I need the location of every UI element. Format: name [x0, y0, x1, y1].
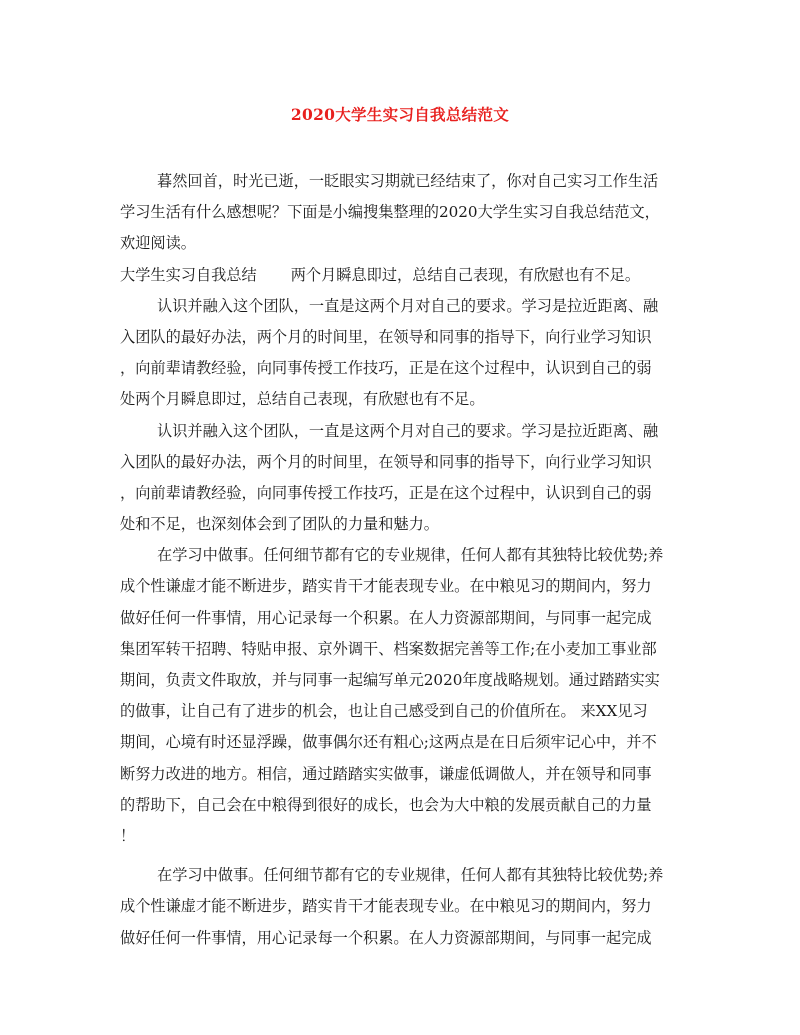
- section-heading-line: [120, 260, 690, 291]
- text-line: 期间，负责文件取放，并与同事一起编写单元2020年度战略规划。通过踏踏实实: [120, 671, 660, 689]
- text-line: 做好任何一件事情，用心记录每一个积累。在人力资源部期间，与同事一起完成: [120, 928, 652, 947]
- text-line: 期间，心境有时还显浮躁，做事偶尔还有粗心;这两点是在日后须牢记心中，并不: [120, 733, 657, 752]
- text-line: 入团队的最好办法，两个月的时间里，在领导和同事的指导下，向行业学习知识: [120, 327, 652, 346]
- text-line: 集团军转干招聘、特贴申报、京外调干、档案数据完善等工作;在小麦加工事业部: [120, 639, 657, 658]
- text-line: 欢迎阅读。: [120, 234, 196, 253]
- text-line: 的做事，让自己有了进步的机会，也让自己感受到自己的价值所在。 来XX见习: [120, 702, 648, 721]
- text-line: 认识并融入这个团队，一直是这两个月对自己的要求。学习是拉近距离、融: [157, 296, 659, 315]
- heading-summary-text: 两个月瞬息即过，总结自己表现，有欣慰也有不足。: [290, 265, 640, 284]
- text-line: 做好任何一件事情，用心记录每一个积累。在人力资源部期间，与同事一起完成: [120, 608, 652, 627]
- text-line: 入团队的最好办法，两个月的时间里，在领导和同事的指导下，向行业学习知识: [120, 452, 652, 471]
- text-line: 处和不足，也深刻体会到了团队的力量和魅力。: [120, 515, 439, 534]
- text-line: 在学习中做事。任何细节都有它的专业规律，任何人都有其独特比较优势;养: [157, 866, 664, 885]
- text-line: ，向前辈请教经验，向同事传授工作技巧，正是在这个过程中，认识到自己的弱: [120, 483, 652, 502]
- text-line: 成个性谦虚才能不断进步，踏实肯干才能表现专业。在中粮见习的期间内，努力: [120, 897, 652, 916]
- text-line: 断努力改进的地方。相信，通过踏踏实实做事，谦虚低调做人，并在领导和同事: [120, 764, 652, 783]
- document-title: 2020大学生实习自我总结范文: [290, 105, 510, 124]
- text-line: 暮然回首，时光已逝，一眨眼实习期就已经结束了，你对自己实习工作生活: [157, 172, 659, 190]
- text-line: ！: [120, 826, 136, 845]
- text-line: ，向前辈请教经验，向同事传授工作技巧，正是在这个过程中，认识到自己的弱: [120, 359, 652, 378]
- text-line: 的帮助下，自己会在中粮得到很好的成长，也会为大中粮的发展贡献自己的力量: [120, 795, 652, 814]
- document-body: [120, 166, 690, 954]
- text-line: 处两个月瞬息即过，总结自己表现，有欣慰也有不足。: [120, 390, 485, 409]
- text-line: 成个性谦虚才能不断进步，踏实肯干才能表现专业。在中粮见习的期间内，努力: [120, 577, 652, 596]
- text-line: 在学习中做事。任何细节都有它的专业规律，任何人都有其独特比较优势;养: [157, 546, 664, 565]
- text-line: 认识并融入这个团队，一直是这两个月对自己的要求。学习是拉近距离、融: [157, 421, 659, 440]
- section-heading: 大学生实习自我总结: [120, 265, 257, 284]
- text-line: 学习生活有什么感想呢？下面是小编搜集整理的2020大学生实习自我总结范文，: [120, 203, 660, 222]
